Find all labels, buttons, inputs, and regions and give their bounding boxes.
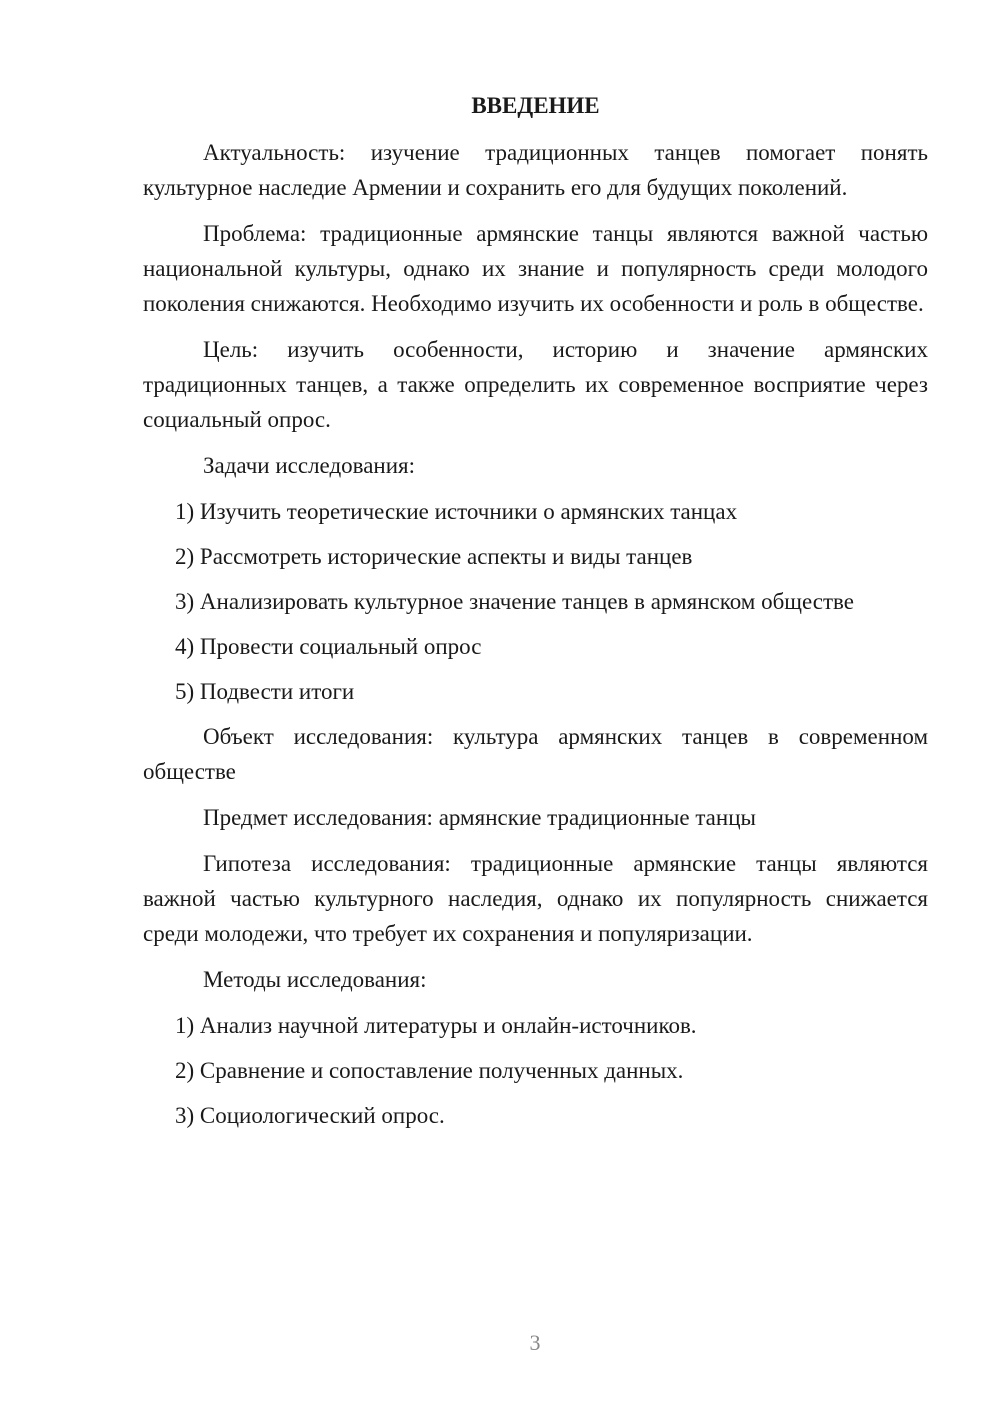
page-number: 3 — [529, 1330, 541, 1355]
object-paragraph: Объект исследования: культура армянских танцев в современном обществе — [143, 724, 928, 784]
methods-heading: Методы исследования: — [203, 967, 427, 992]
subject-paragraph: Предмет исследования: армянские традиционные танцы — [203, 805, 756, 830]
section-title: ВВЕДЕНИЕ — [471, 93, 600, 118]
hypothesis-paragraph: Гипотеза исследования: традиционные армянские танцы являются важной частью культурного наследия, однако их популярность снижается среди молодежи, что требует их сохранения и популяризации. — [143, 851, 928, 946]
list-item: 1) Изучить теоретические источники о армянских танцах — [175, 499, 738, 524]
list-item: 3) Анализировать культурное значение танцев в армянском обществе — [175, 589, 854, 614]
list-item: 2) Рассмотреть исторические аспекты и виды танцев — [175, 544, 693, 569]
list-item: 3) Социологический опрос. — [175, 1103, 445, 1128]
tasks-heading: Задачи исследования: — [203, 453, 416, 478]
list-item: 5) Подвести итоги — [175, 679, 355, 704]
methods-list — [143, 1008, 928, 1133]
list-item: 1) Анализ научной литературы и онлайн-источников. — [175, 1013, 697, 1038]
goal-paragraph: Цель: изучить особенности, историю и значение армянских традиционных танцев, а также определить их современное восприятие через социальный опрос. — [143, 337, 928, 432]
actuality-paragraph: Актуальность: изучение традиционных танцев помогает понять культурное наследие Армении и сохранить его для будущих поколений. — [143, 140, 928, 200]
list-item: 4) Провести социальный опрос — [175, 634, 482, 659]
list-item: 2) Сравнение и сопоставление полученных данных. — [175, 1058, 684, 1083]
document-page — [143, 88, 928, 1143]
tasks-list — [143, 494, 928, 709]
problem-paragraph: Проблема: традиционные армянские танцы являются важной частью национальной культуры, однако их знание и популярность среди молодого поколения снижаются. Необходимо изучить их особенности и роль в обществе. — [143, 221, 928, 316]
